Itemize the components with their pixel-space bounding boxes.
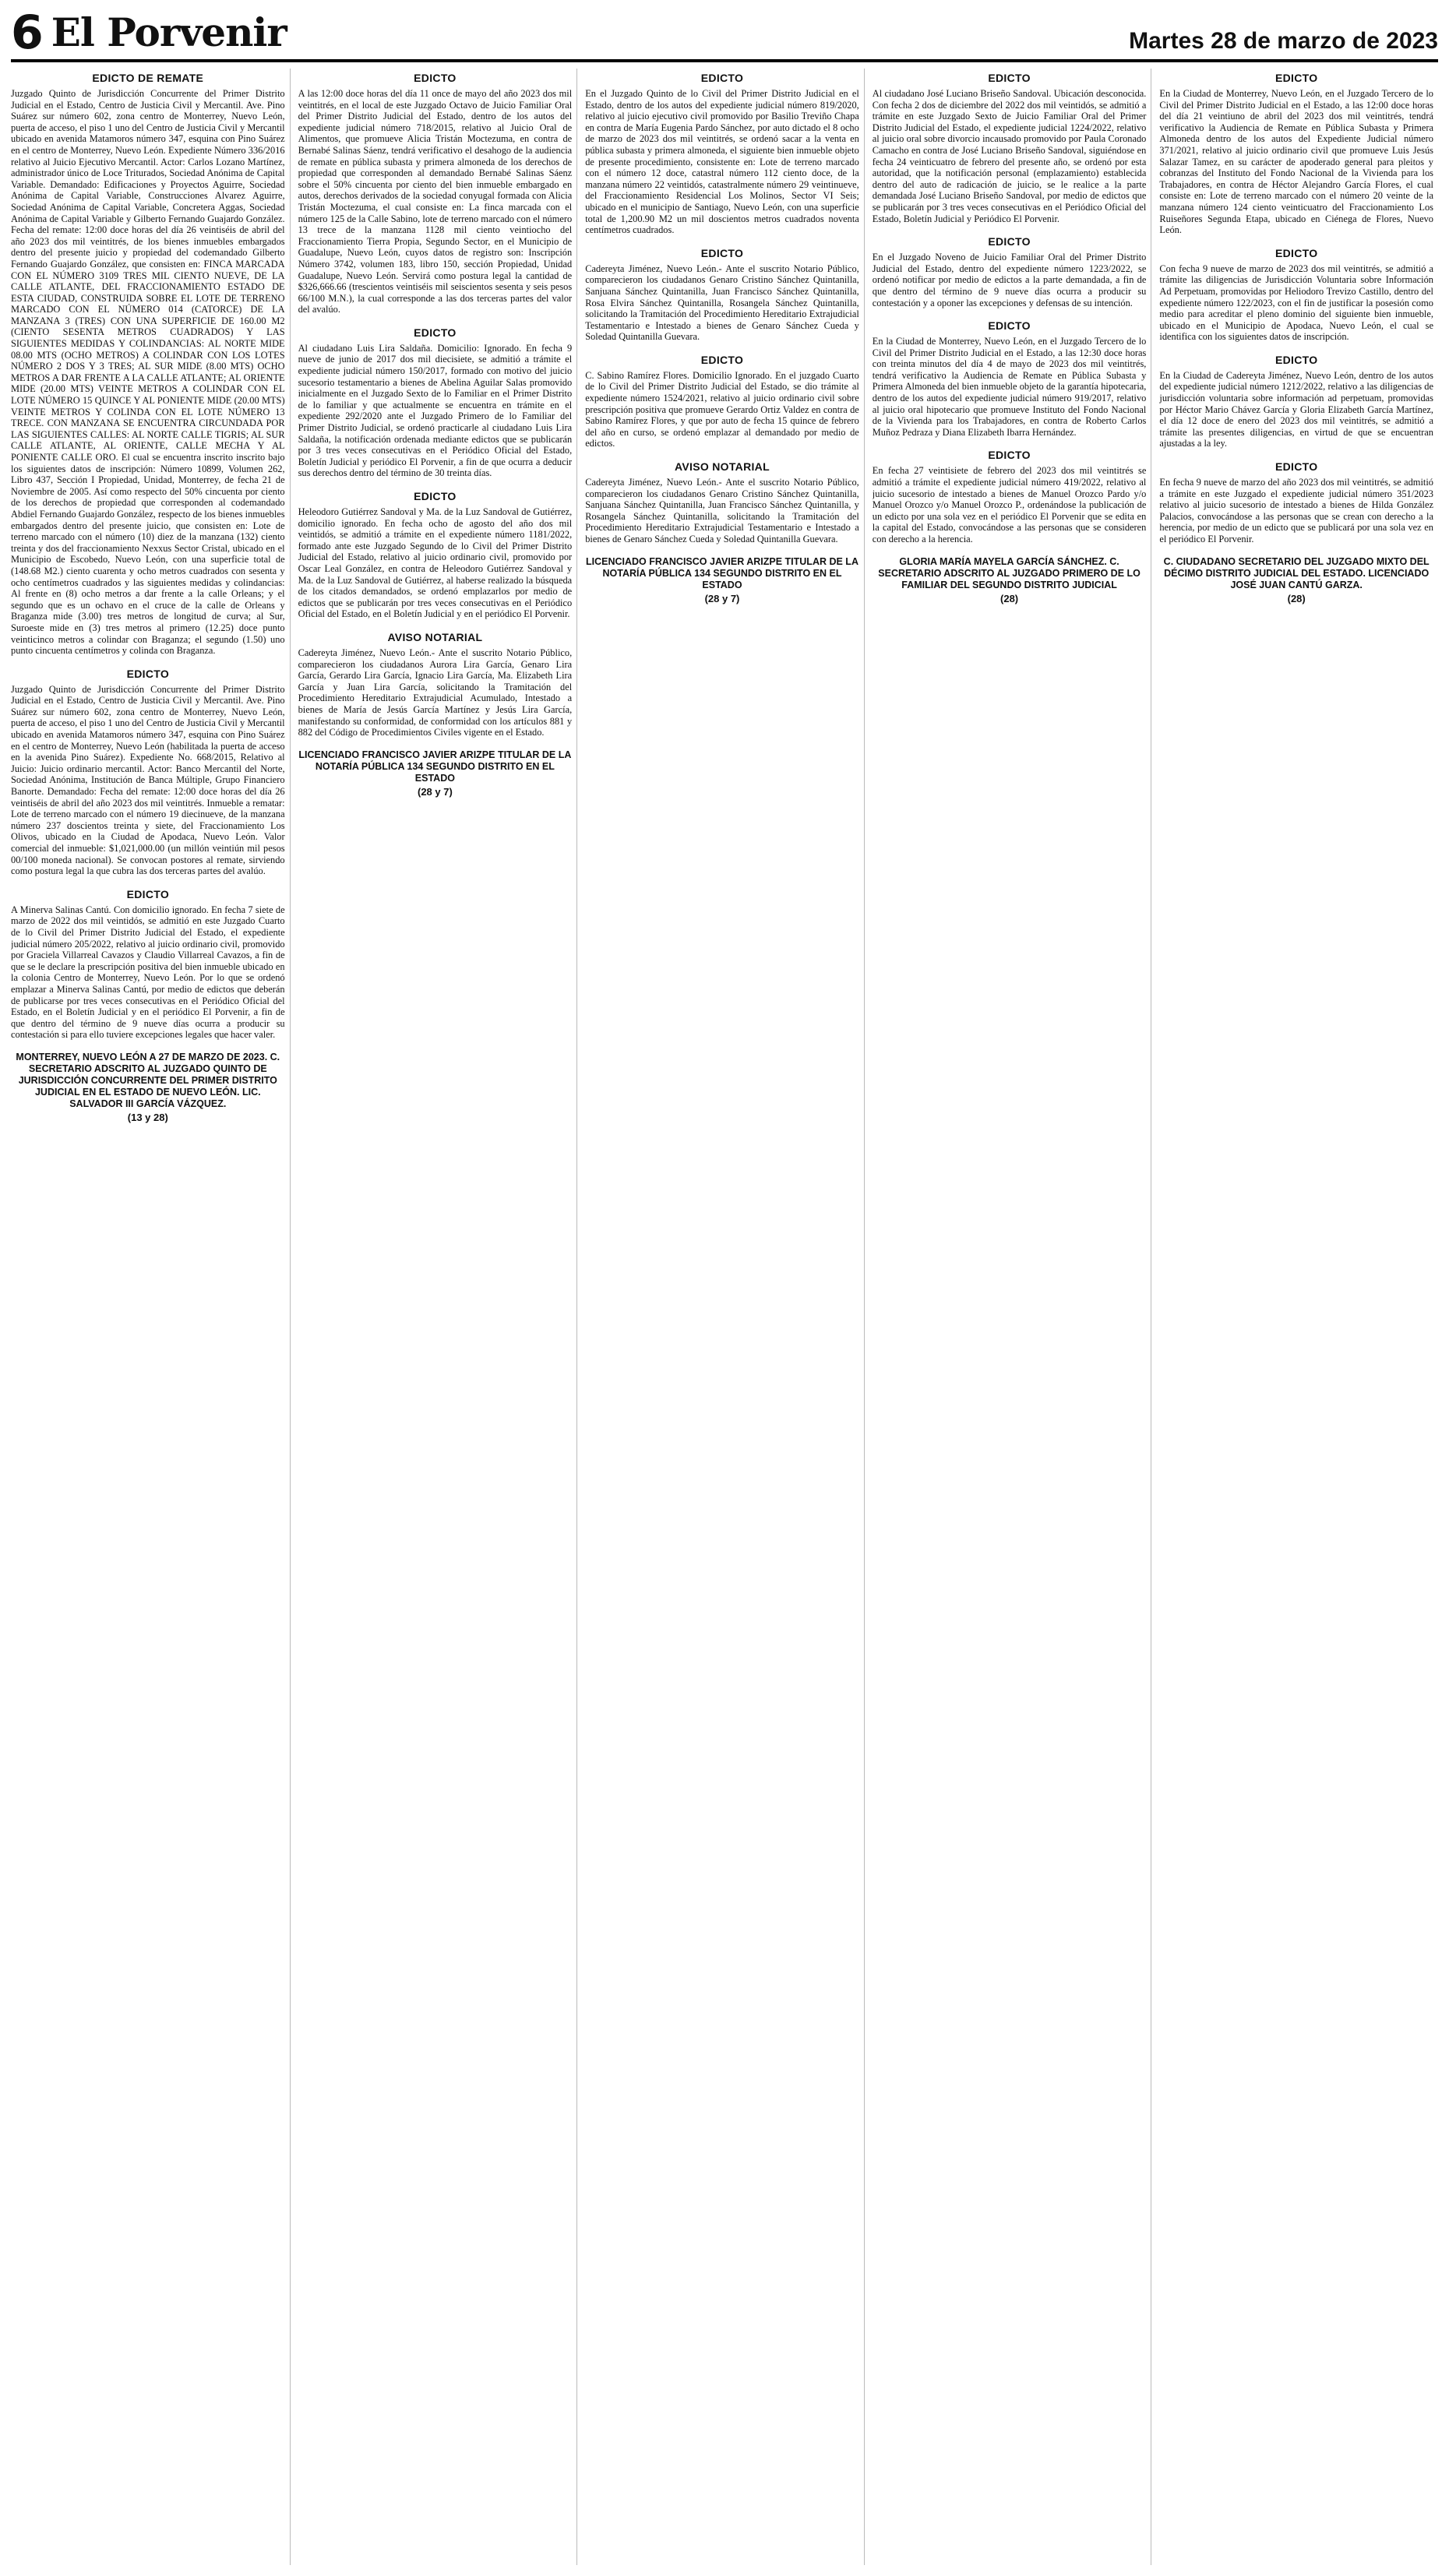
legal-notice (1159, 247, 1433, 343)
legal-notice (585, 460, 859, 545)
notice-title: EDICTO (414, 326, 457, 339)
notice-body: En la Ciudad de Monterrey, Nuevo León, en el Juzgado Tercero de lo Civil del Primer Distrito Judicial en el Estado, a las 12:30 doce horas con treinta minutos del día 4 de mayo de 2023 dos mil veintitrés, tendrá verificativo la Audiencia de Remate en Pública Subasta y Primera Almoneda del bien inmueble objeto de la garantía hipotecaria, dentro de los autos del expediente judicial número 919/2017, relativo al juicio oral hipotecario que promueve Instituto del Fondo Nacional de la Vivienda para los Trabajadores, en contra de Roberto Carlos Muñoz Pedraza y Diana Elizabeth Ibarra Hernández. (872, 336, 1147, 438)
notice-title: EDICTO (700, 246, 744, 259)
notice-reference: (28) (1287, 592, 1306, 604)
notice-columns (11, 69, 1438, 2565)
column-2 (298, 69, 578, 2565)
notice-body: Heleodoro Gutiérrez Sandoval y Ma. de la Luz Sandoval de Gutiérrez, domicilio ignorado. En fecha ocho de agosto del año dos mil veintidós, se admitió a trámite en el expediente número 1181/2022, formado ante este Juzgado Segundo de lo Civil del Primer Distrito Judicial del Estado, relativo al juicio ordinario civil, promovido por Oscar Leal González, en contra de Heleodoro Gutiérrez Sandoval y Ma. de la Luz Sandoval de Gutiérrez, al haberse realizado la búsqueda de los citados demandados, se ordenó emplazarlos por medio de edictos que se publicarán por tres veces consecutivas en el Periódico Oficial del Estado, en el Boletín Judicial y en el periódico El Porvenir. (298, 506, 573, 620)
legal-notice (873, 319, 1147, 438)
legal-notice (298, 490, 573, 620)
notice-body: En la Ciudad de Cadereyta Jiménez, Nuevo León, dentro de los autos del expediente judicial número 1212/2022, relativo a las diligencias de jurisdicción voluntaria sobre información ad perpetuam, promovidas por Héctor Mario Chávez García y Gloria Elizabeth García Martínez, el día 12 doce de enero del 2023 dos mil veintitrés, se admitió a trámite las presentes diligencias, en virtud de que se encuentran ajustadas a la ley. (1159, 369, 1433, 449)
notice-body: Al ciudadano Luis Lira Saldaña. Domicilio: Ignorado. En fecha 9 nueve de junio de 2017 dos mil diecisiete, se admitió a trámite el expediente judicial número 150/2017, formado con motivo del juicio sucesorio testamentario a bienes de Abelina Aguilar Salas promovido inicialmente en el Juzgado Sexto de lo Familiar en el Primer Distrito de lo familiar y que actualmente se encuentra en trámite en el expediente 292/2020 ante el Juzgado Primero de lo Familiar del Primer Distrito Judicial, se ordenó practicarle al ciudadano Luis Lira Saldaña, la notificación ordenada mediante edictos que se publicarán por 3 tres veces consecutivas en el Periódico Oficial del Estado, Boletín Judicial y periódico El Porvenir, a fin de que ocurra a deducir sus derechos dentro del término de 30 treinta días. (298, 342, 573, 479)
column-4 (873, 69, 1152, 2565)
column-3 (585, 69, 865, 2565)
legal-notice (873, 235, 1147, 308)
notice-body: En el Juzgado Quinto de lo Civil del Primer Distrito Judicial en el Estado, dentro de los autos del expediente judicial número 819/2020, relativo al juicio ejecutivo civil promovido por Basilio Treviño Chapa en contra de María Eugenia Pardo Sánchez, por auto dictado el 8 ocho de marzo de 2023 dos mil veintitrés, se ordenó sacar a la venta en pública subasta y primera almoneda, el siguiente bien inmueble objeto de presente procedimiento, consistente en: Lote de terreno marcado con el número 12 doce, catastral número 112 ciento doce, de la manzana número 22 veintidós, catastralmente número 29 veintinueve, del Fraccionamiento Residencial Los Molinos, Sector VI Seis; ubicado en el municipio de Santiago, Nuevo León, con una superficie total de 1,200.90 M2 un mil doscientos metros cuadrados noventa centímetros cuadrados. (585, 88, 859, 236)
notice-reference: (13 y 28) (127, 1111, 168, 1123)
notice-body: Al ciudadano José Luciano Briseño Sandoval. Ubicación desconocida. Con fecha 2 dos de diciembre del 2022 dos mil veintidós, se admitió a trámite en este Juzgado Sexto de Juicio Familiar Oral del Primer Distrito Judicial del Estado, el expediente judicial 1224/2022, relativo al juicio oral sobre divorcio incausado promovido por Paula Coronado Camacho en contra de José Luciano Briseño Sandoval, siguiéndose en fecha 24 veinticuatro de febrero del presente año, se ordenó por esta autoridad, que la notificación personal (emplazamiento) establecida dentro del auto de radicación de juicio, se le realice a la parte demandada José Luciano Briseño Sandoval, por medio de edictos que se publicarán por 3 tres veces consecutivas en el Periódico Oficial del Estado, Boletín Judicial y Periódico El Porvenir. (872, 88, 1147, 224)
notice-body: Cadereyta Jiménez, Nuevo León.- Ante el suscrito Notario Público, comparecieron los ciudadanos Genaro Cristino Sánchez Quintanilla, Sanjuana Sánchez Quintanilla, Juan Francisco Sánchez Quintanilla, y Rosangela Sánchez Quintanilla, solicitando la Tramitación del Procedimiento Hereditario Extrajudicial Testamentario e Intestado a bienes de Genaro Sánchez Cueda y Soledad Quintanilla Guevara. (585, 477, 859, 544)
notice-title: AVISO NOTARIAL (675, 460, 770, 474)
notice-title: EDICTO (988, 235, 1031, 248)
notice-title: EDICTO (414, 72, 457, 84)
notice-title: EDICTO (1274, 72, 1318, 84)
notice-signature: MONTERREY, NUEVO LEÓN A 27 DE MARZO DE 2023. C. SECRETARIO ADSCRITO AL JUZGADO QUINTO DE JURISDICCIÓN CONCURRENTE DEL PRIMER DISTRITO JUDICIAL EN EL ESTADO DE NUEVO LEÓN. LIC. SALVADOR III GARCÍA VÁZQUEZ. (16, 1051, 280, 1109)
notice-title: EDICTO (700, 72, 744, 84)
notice-title: EDICTO (126, 667, 170, 680)
notice-signature: LICENCIADO FRANCISCO JAVIER ARIZPE TITULAR DE LA NOTARÍA PÚBLICA 134 SEGUNDO DISTRITO EN EL ESTADO (298, 749, 572, 784)
legal-notice (585, 354, 859, 449)
notice-title: EDICTO (988, 449, 1031, 462)
notice-body: En fecha 27 veintisiete de febrero del 2023 dos mil veintitrés se admitió a trámite el expediente judicial número 419/2022, relativo al juicio sucesorio de intestado a bienes de Manuel Orozco Pardo y/o Manuel Orozco y/o Manuel Orozco P., ordenándose la publicación de un edicto por una sola vez en el periódico El Porvenir que se edita en la capital del Estado, convocándose a las personas que se consideren con derecho a la herencia. (872, 465, 1147, 544)
notice-title: EDICTO (700, 353, 744, 366)
notice-reference: (28 y 7) (704, 592, 740, 604)
notice-reference: (28 y 7) (417, 785, 453, 798)
legal-notice (11, 668, 285, 877)
notice-title: EDICTO (988, 72, 1031, 84)
notice-body: Juzgado Quinto de Jurisdicción Concurrente del Primer Distrito Judicial en el Estado, Centro de Justicia Civil y Mercantil. Ave. Pino Suárez sur número 602, zona centro de Monterrey, Nuevo León, puerta de acceso, el piso 1 uno del Centro de Justicia Civil y Mercantil ubicado en avenida Matamoros número 347, esquina con Pino Suárez en el centro de Monterrey, Nuevo León (habilitada la puerta de acceso en la avenida Pino Suárez). Expediente No. 668/2015, Relativo al Juicio: Juicio ordinario mercantil. Actor: Banco Mercantil del Norte, Sociedad Anónima, Institución de Banca Múltiple, Grupo Financiero Banorte. Demandado: Fecha del remate: 12:00 doce horas del día 26 veintiséis de abril del año 2023 dos mil veintitrés. Inmueble a rematar: Lote de terreno marcado con el número 19 diecinueve, de la manzana número 237 doscientos treinta y siete, del Fraccionamiento Los Olivos, ubicado en la Ciudad de Apodaca, Nuevo León. Valor comercial del inmueble: $1,021,000.00 (un millón veintiún mil pesos 00/100 moneda nacional). Se convocan postores al remate, sirviendo como postura legal la que cubra las dos terceras partes del avalúo. (11, 683, 285, 877)
notice-body: En el Juzgado Noveno de Juicio Familiar Oral del Primer Distrito Judicial del Estado, dentro del expediente número 1223/2022, se ordenó notificar por medio de edictos a la parte demandada, a fin de que dentro del término de 9 nueve días ocurra a producir su contestación y a oponer las excepciones y defensas de su intención. (872, 252, 1147, 308)
legal-notice (873, 449, 1147, 544)
notice-title: EDICTO (1274, 353, 1318, 366)
notice-title: EDICTO (126, 887, 170, 900)
legal-notice (298, 326, 573, 479)
masthead-left (11, 5, 287, 60)
notice-body: C. Sabino Ramírez Flores. Domicilio Ignorado. En el juzgado Cuarto de lo Civil del Primer Distrito Judicial del Estado, se dio trámite al expediente número 1524/2021, relativo al juicio ordinario civil sobre prescripción positiva que promueve Gerardo Ortiz Valdez en contra de Sabino Ramírez Flores, y que por auto de fecha 15 quince de febrero del año en curso, se ordenó emplazar al demandado por medio de edictos. (585, 369, 859, 449)
column-5 (1159, 69, 1438, 2565)
notice-body: Cadereyta Jiménez, Nuevo León.- Ante el suscrito Notario Público, comparecieron los ciudadanos Genaro Cristino Sánchez Quintanilla, Sanjuana Sánchez Quintanilla, Juan Francisco Sánchez Quintanilla, Rosa Elvira Sánchez Quintanilla, Rosangela Sánchez Quintanilla, solicitando la Tramitación del Procedimiento Hereditario Extrajudicial Testamentario e Intestado a bienes de Genaro Sánchez Cueda y Soledad Quintanilla Guevara. (585, 263, 859, 343)
notice-signature: C. CIUDADANO SECRETARIO DEL JUZGADO MIXTO DEL DÉCIMO DISTRITO JUDICIAL DEL ESTADO. LICENCIADO JOSÉ JUAN CANTÚ GARZA. (1163, 555, 1430, 590)
notice-body: Con fecha 9 nueve de marzo de 2023 dos mil veintitrés, se admitió a trámite las diligencias de Jurisdicción Voluntaria sobre Información Ad Perpetuam, promovidas por Heliodoro Trevizo Castillo, dentro del expediente número 122/2023, con el fin de justificar la posesión como medio para acreditar el pleno dominio del siguiente bien inmueble, ubicado en el Municipio de Apodaca, Nuevo León, el cual se identifica con los siguientes datos de inscripción. (1159, 263, 1433, 343)
notice-signature: LICENCIADO FRANCISCO JAVIER ARIZPE TITULAR DE LA NOTARÍA PÚBLICA 134 SEGUNDO DISTRITO EN EL ESTADO (585, 555, 858, 590)
notice-body: En fecha 9 nueve de marzo del año 2023 dos mil veintitrés, se admitió a trámite en este Juzgado el expediente judicial número 351/2023 relativo al juicio sucesorio de intestado a bienes de Hilda González Palacios, convocándose a las personas que se crean con derecho a la herencia, por medio de un edicto que se publicará por una sola vez en el periódico El Porvenir. (1159, 477, 1433, 544)
column-1 (11, 69, 291, 2565)
notice-title: EDICTO (1274, 460, 1318, 474)
notice-body: Cadereyta Jiménez, Nuevo León.- Ante el suscrito Notario Público, comparecieron los ciudadanos Aurora Lira García, Genaro Lira García, Gerardo Lira García, Ignacio Lira García, Ma. Elizabeth Lira García y Juan Lira García, solicitando la Tramitación del Procedimiento Hereditario Extrajudicial Acumulado, Intestado a bienes de María de Jesús García Martínez y Jesús Lira García, manifestando su conformidad, de conformidad con los artículos 881 y 882 del Código de Procedimientos Civiles vigente en el Estado. (298, 647, 573, 738)
notice-title: EDICTO (988, 319, 1031, 333)
notice-body: A Minerva Salinas Cantú. Con domicilio ignorado. En fecha 7 siete de marzo de 2022 dos mil veintidós, se admitió en este Juzgado Cuarto de lo Civil del Primer Distrito Judicial del Estado, el expediente judicial número 205/2022, relativo al juicio ordinario civil, promovido por Graciela Villarreal Cavazos y Claudio Villarreal Cavazos, a fin de que se le declare la prescripción positiva del bien inmueble ubicado en la colonia Centro de Monterrey, Nuevo León. Por lo que se ordenó emplazar a Minerva Salinas Cantú, por medio de edictos que deberán de publicarse por tres veces consecutivas en el Periódico Oficial del Estado, en el Boletín Judicial y en el periódico El Porvenir, a fin de que dentro del término de 9 nueve días ocurra a producir su contestación si para ello tuviere excepciones legales que hacer valer. (11, 904, 285, 1041)
legal-notice (298, 72, 573, 315)
masthead (11, 0, 1438, 62)
legal-notice (11, 72, 285, 657)
notice-title: EDICTO DE REMATE (92, 72, 204, 84)
legal-notice (11, 888, 285, 1041)
notice-body: En la Ciudad de Monterrey, Nuevo León, en el Juzgado Tercero de lo Civil del Primer Distrito Judicial en el Estado, a las 12:00 doce horas del día 21 veintiuno de abril del 2023 dos mil veintitrés, tendrá verificativo la Audiencia de Remate en Pública Subasta y Primera Almoneda dentro de los autos del Expediente Judicial número 371/2021, relativo al juicio ordinario civil que promueve Luis Jesús Salazar Tamez, en su carácter de apoderado general para pleitos y cobranzas del Instituto del Fondo Nacional de la Vivienda para los Trabajadores, en contra de Héctor Alejandro García Flores, el cual consiste en: Lote de terreno marcado con el número 20 veinte de la manzana número 124 ciento veinticuatro del Fraccionamiento Los Ruiseñores Segunda Etapa, ubicado en Ciénega de Flores, Nuevo León. (1159, 88, 1433, 236)
notice-body: A las 12:00 doce horas del día 11 once de mayo del año 2023 dos mil veintitrés, en el local de este Juzgado Octavo de Juicio Familiar Oral del Primer Distrito Judicial del Estado, dentro de los autos del expediente judicial número 718/2015, relativo al Juicio Oral de Alimentos, que promueve Alicia Tristán Moctezuma, en contra de Bernabé Salinas Sáenz, tendrá verificativo el desahogo de la audiencia de remate en pública subasta y primera almoneda de los derechos de propiedad que corresponden al demandado Bernabé Salinas Sáenz sobre el 50% cincuenta por ciento del bien inmueble embargado en autos, derechos derivados de la sociedad conyugal formada con Alicia Tristán Moctezuma, el cual consiste en: La finca marcada con el número 125 de la Calle Sabino, lote de terreno marcado con el número 13 trece de la manzana 1128 mil ciento veintiocho del Fraccionamiento Tierra Propia, Segundo Sector, en el Municipio de Guadalupe, Nuevo León, cuyos datos de registro son: Inscripción Número 3742, volumen 183, libro 150, sección Propiedad, Unidad Guadalupe, Nuevo León. Servirá como postura legal la cantidad de $326,666.66 (trescientos veintiséis mil seiscientos sesenta y seis pesos 66/100 M.N.), la cual corresponde a las dos terceras partes del valor del avalúo. (298, 88, 573, 315)
legal-notice (1159, 460, 1433, 545)
legal-notice (1159, 72, 1433, 236)
legal-notice (585, 247, 859, 343)
legal-notice (298, 631, 573, 738)
issue-date: Martes 28 de marzo de 2023 (1129, 28, 1438, 54)
notice-signature: GLORIA MARÍA MAYELA GARCÍA SÁNCHEZ. C. SECRETARIO ADSCRITO AL JUZGADO PRIMERO DE LO FAMILIAR DEL SEGUNDO DISTRITO JUDICIAL (878, 555, 1141, 590)
legal-notice (585, 72, 859, 236)
legal-notice (873, 72, 1147, 224)
notice-body: Juzgado Quinto de Jurisdicción Concurrente del Primer Distrito Judicial en el Estado, Centro de Justicia Civil y Mercantil. Ave. Pino Suárez sur número 602, zona centro de Monterrey, Nuevo León, puerta de acceso, el piso 1 uno del Centro de Justicia Civil y Mercantil ubicado en avenida Matamoros número 347, esquina con Pino Suárez en el centro de Monterrey, Nuevo León. Expediente Número 336/2016 relativo al Juicio Ejecutivo Mercantil. Actor: Carlos Lozano Martínez, administrador único de Loce Triturados, Sociedad Anónima de Capital Variable. Demandado: Edificaciones y Proyectos Aguirre, Sociedad Anónima de Capital Variable, Construcciones Alvarez Aguirre, Sociedad Anónima de Capital Variable, Concretera Aggas, Sociedad Anónima de Capital Variable y Gilberto Fernando Guajardo González. Fecha del remate: 12:00 doce horas del día 26 veintiséis de abril del año 2023 dos mil veintitrés, de los bienes inmuebles embargados dentro del presente juicio y propiedad del codemandado Gilberto Fernando Guajardo González, que consisten en: FINCA MARCADA CON EL NÚMERO 3109 TRES MIL CIENTO NUEVE, DE LA CALLE ATLANTE, DEL FRACCIONAMIENTO ESTADO DE ESTA CIUDAD, CONSTRUIDA SOBRE EL LOTE DE TERRENO MARCADO CON EL NÚMERO 014 (CATORCE) DE LA MANZANA 3 (TRES) CON UNA SUPERFICIE DE 160.00 M2 (CIENTO SESENTA METROS CUADRADOS) Y LAS SIGUIENTES MEDIDAS Y COLINDANCIAS: AL NORTE MIDE 08.00 MTS (OCHO METROS) A COLINDAR CON LOS LOTES NÚMERO 2 DOS Y 3 TRES; AL SUR MIDE (8.00 MTS) OCHO METROS A DAR FRENTE A LA CALLE ATLANTE; AL ORIENTE MIDE (20.00 MTS) VEINTE METROS A COLINDAR CON EL LOTE NÚMERO 15 QUINCE Y AL PONIENTE MIDE (20.00 MTS) VEINTE METROS Y COLINDA CON EL LOTE NÚMERO 13 TRECE. CON MANZANA SE ENCUENTRA CIRCUNDADA POR LAS SIGUIENTES CALLES: AL NORTE CALLE TIGRIS; AL SUR CALLE ATLANTE, AL ORIENTE, CALLE MECHA Y AL PONIENTE CALLE ORO. El cual se encuentra inscrito inscrito bajo los siguientes datos de inscripción: Número 10899, Volumen 262, Libro 437, Sección I Propiedad, Unidad, Monterrey, de fecha 21 de Noviembre de 2005. Así como respecto del 50% cincuenta por ciento de los derechos de propiedad que corresponden al codemandado Abdiel Fernando Guajardo González, respecto de los bienes inmuebles embargados dentro del presente juicio, que consisten en: Lote de terreno marcado con el número (10) diez de la manzana (132) ciento treinta y dos del fraccionamiento Nexxus Sector Cristal, ubicado en el Municipio de Escobedo, Nuevo León, con una superficie total de (148.68 M2.) ciento cuarenta y ocho metros cuadrados con sesenta y ocho centímetros cuadrados y las siguientes medidas y colindancias: Al frente en (8) ocho metros a dar frente a la calle Orleans; y el segundo que es un ochavo en el cruce de la calle de Orleans y Braganza mide (3.00) tres metros de longitud de curva; al Sur, Suroeste mide en (3) tres metros al primero (12.25) doce punto veinticinco metros a colindar con Braganza; el segundo (1.50) uno punto cincuenta centímetros y colinda con Braganza. (11, 88, 285, 657)
notice-reference: (28) (1000, 592, 1019, 604)
legal-notice (1159, 354, 1433, 449)
notice-title: AVISO NOTARIAL (387, 630, 483, 643)
notice-title: EDICTO (414, 490, 457, 502)
page-number: 6 (11, 5, 44, 60)
notice-title: EDICTO (1274, 246, 1318, 259)
newspaper-name: El Porvenir (51, 9, 287, 55)
